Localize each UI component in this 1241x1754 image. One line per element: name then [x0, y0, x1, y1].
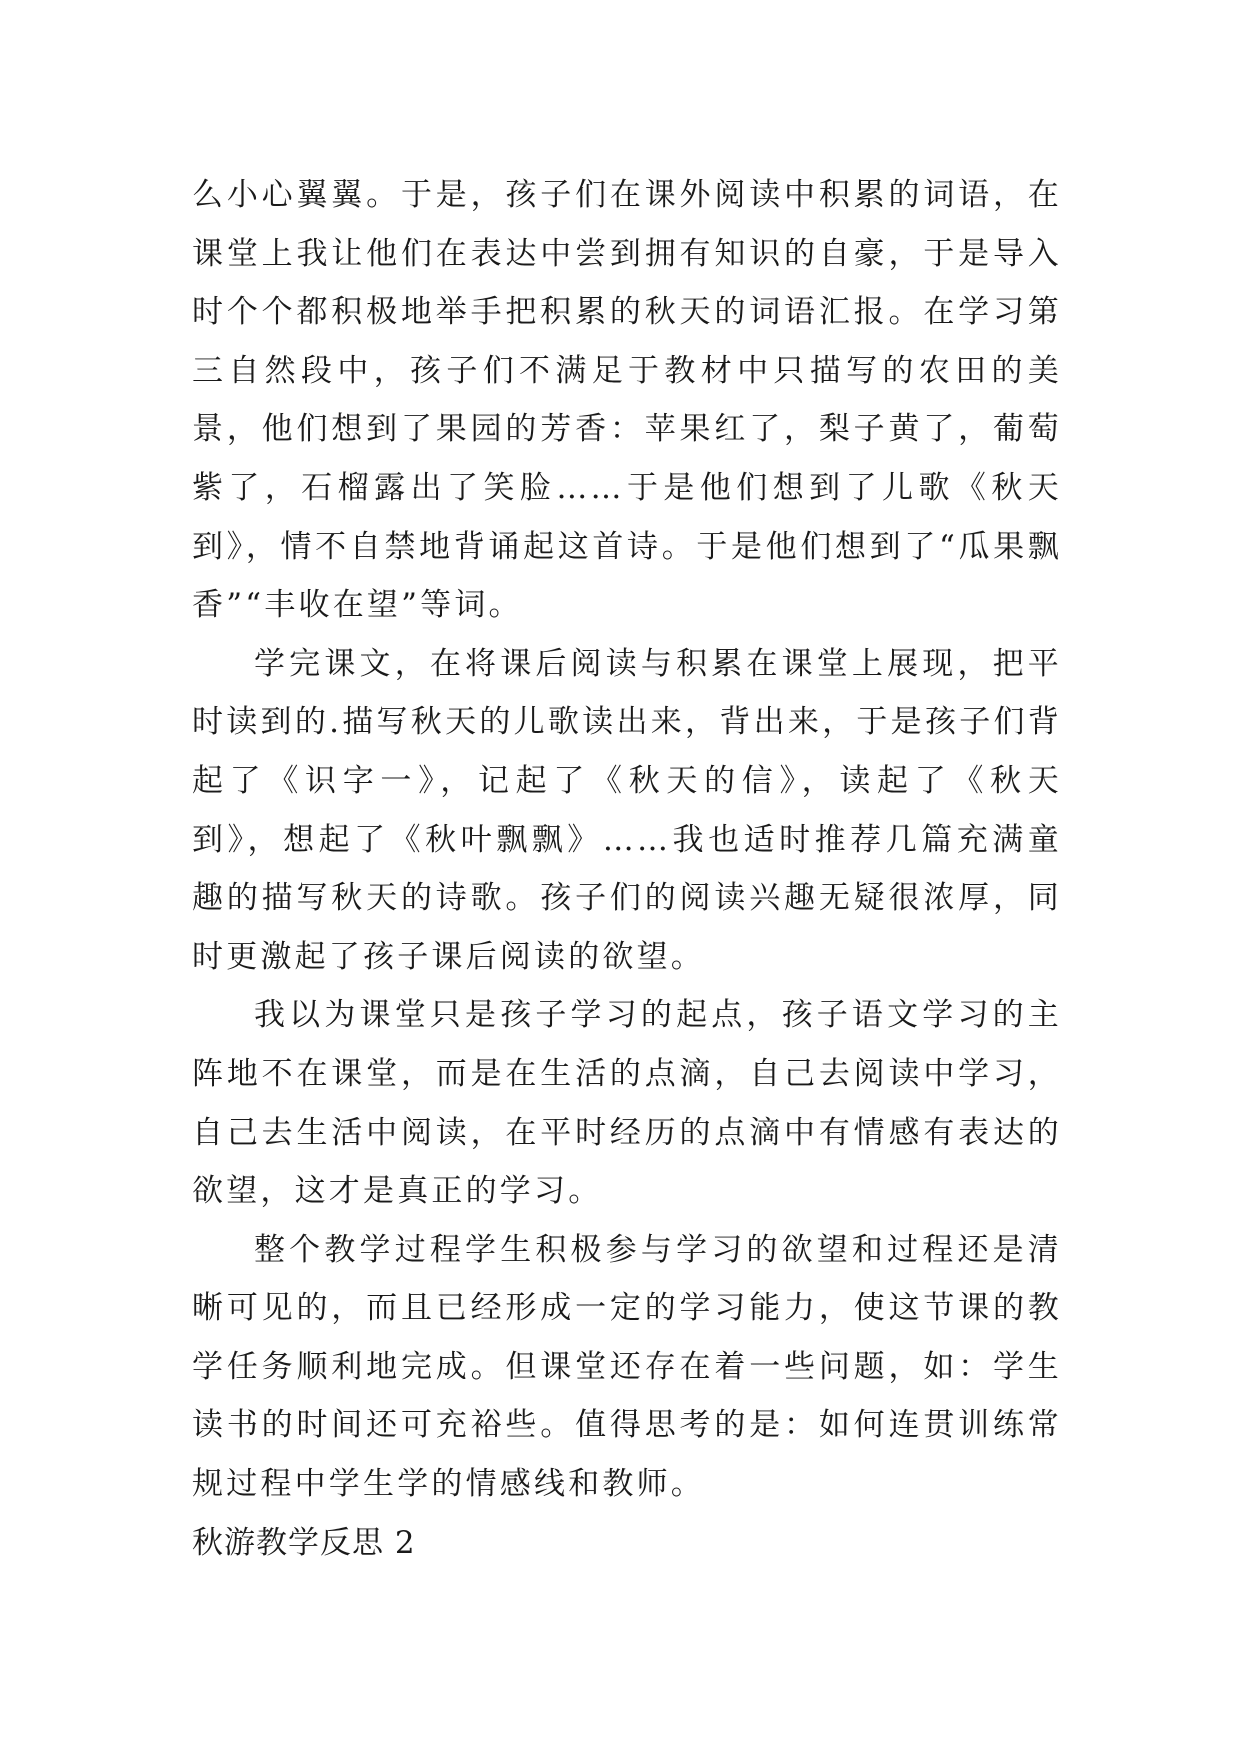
section-heading: 秋游教学反思 2 [192, 1524, 416, 1561]
paragraph-after-lesson: 学完课文，在将课后阅读与积累在课堂上展现，把平时读到的.描写秋天的儿歌读出来，背出来，于是孩子们背起了《识字一》，记起了《秋天的信》，读起了《秋天到》，想起了《秋叶飘飘》……我也适时推荐几篇充满童趣的描写秋天的诗歌。孩子们的阅读兴趣无疑很浓厚，同时更激起了孩子课后阅读的欲望。 [192, 645, 1062, 975]
document-body [192, 166, 1062, 1572]
paragraph-classroom-starting-point: 我以为课堂只是孩子学习的起点，孩子语文学习的主阵地不在课堂，而是在生活的点滴，自己去阅读中学习，自己去生活中阅读，在平时经历的点滴中有情感有表达的欲望，这才是真正的学习。 [192, 997, 1062, 1210]
paragraph-teaching-process: 整个教学过程学生积极参与学习的欲望和过程还是清晰可见的，而且已经形成一定的学习能力，使这节课的教学任务顺利地完成。但课堂还存在着一些问题，如：学生读书的时间还可充裕些。值得思考的是：如何连贯训练常规过程中学生学的情感线和教师。 [192, 1231, 1062, 1503]
paragraph-continuation: 么小心翼翼。于是，孩子们在课外阅读中积累的词语，在课堂上我让他们在表达中尝到拥有知识的自豪，于是导入时个个都积极地举手把积累的秋天的词语汇报。在学习第三自然段中，孩子们不满足于教材中只描写的农田的美景，他们想到了果园的芳香：苹果红了，梨子黄了，葡萄紫了，石榴露出了笑脸……于是他们想到了儿歌《秋天到》，情不自禁地背诵起这首诗。于是他们想到了“瓜果飘香”“丰收在望”等词。 [192, 177, 1062, 624]
